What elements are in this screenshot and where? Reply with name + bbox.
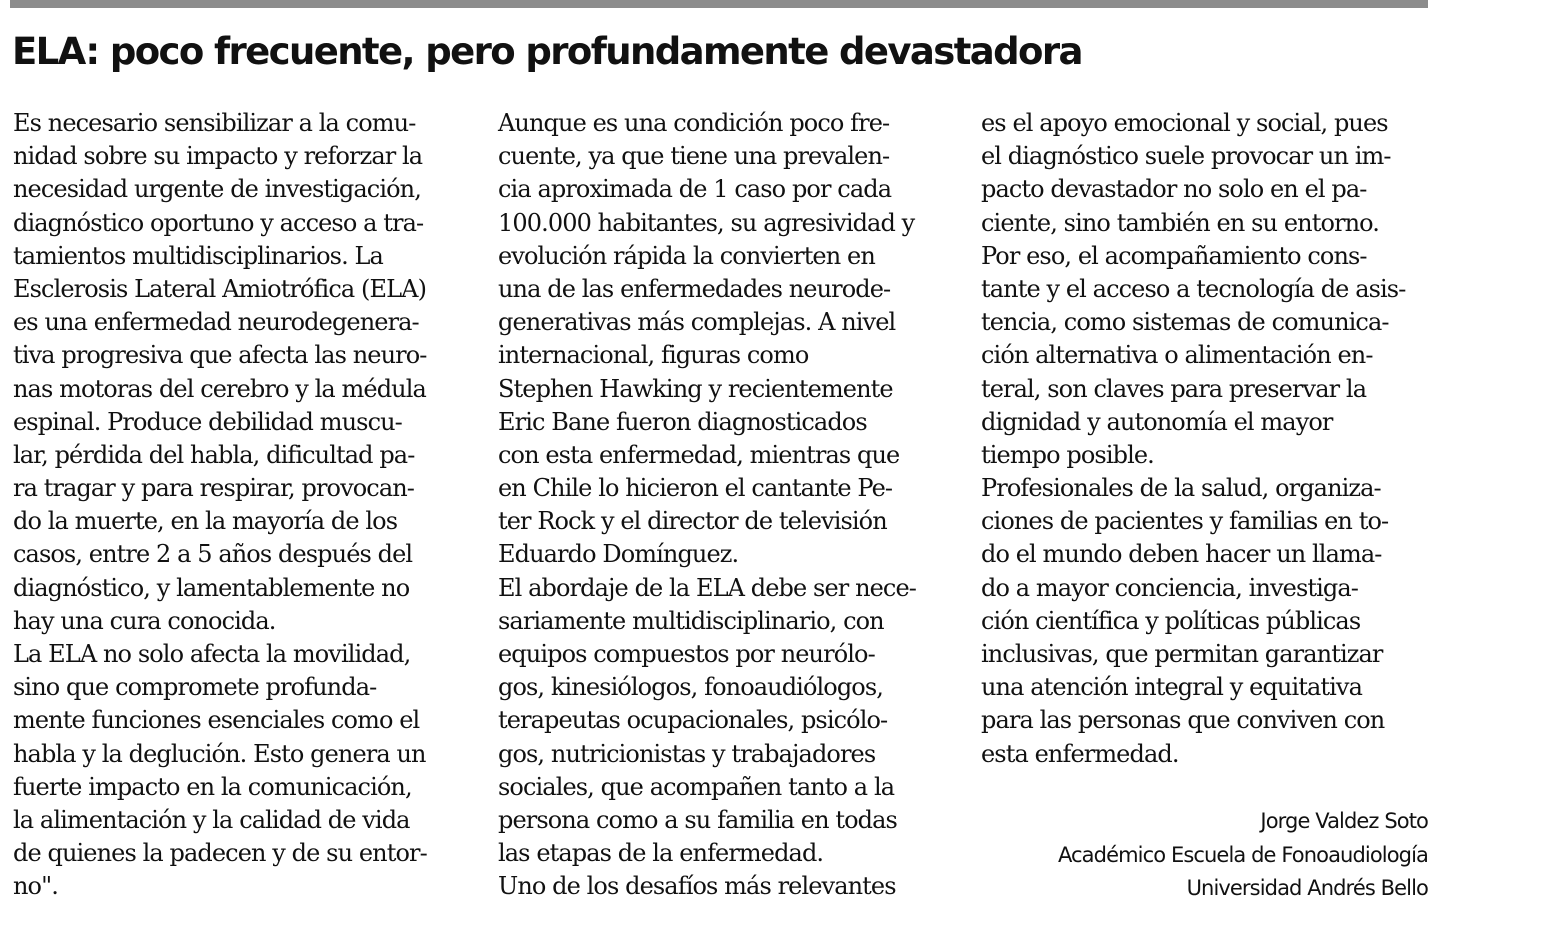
text-line: con esta enfermedad, mientras que (498, 440, 900, 469)
text-line: una atención integral y equitativa (981, 673, 1362, 702)
text-line: tante y el acceso a tecnología de asis- (981, 274, 1406, 303)
text-line: sariamente multidisciplinario, con (498, 606, 884, 635)
text-line: ción alternativa o alimentación en- (981, 341, 1373, 370)
text-line: equipos compuestos por neurólo- (498, 640, 875, 668)
text-line: la alimentación y la calidad de vida (13, 805, 410, 834)
text-line: tiva progresiva que afecta las neuro- (13, 341, 427, 370)
text-line: do el mundo deben hacer un llama- (981, 540, 1382, 569)
text-line: fuerte impacto en la comunicación, (13, 772, 412, 801)
text-line: evolución rápida la convierten en (498, 241, 875, 270)
text-line: Por eso, el acompañamiento cons- (981, 241, 1367, 270)
text-line: esta enfermedad. (981, 739, 1179, 768)
text-line: Eric Bane fueron diagnosticados (498, 407, 867, 436)
byline-institution: Universidad Andrés Bello (1186, 876, 1428, 900)
text-line: Esclerosis Lateral Amiotrófica (ELA) (13, 274, 427, 303)
text-line: do a mayor conciencia, investiga- (981, 573, 1358, 602)
text-line: pacto devastador no solo en el pa- (981, 175, 1367, 204)
text-line: La ELA no solo afecta la movilidad, (13, 640, 411, 668)
article-column-3 (981, 107, 1405, 771)
article-headline: ELA: poco frecuente, pero profundamente devastadora (12, 30, 1082, 73)
text-line: generativas más complejas. A nivel (498, 308, 896, 337)
text-line: nas motoras del cerebro y la médula (13, 374, 426, 403)
text-line: dignidad y autonomía el mayor (981, 407, 1333, 436)
text-line: tiempo posible. (981, 440, 1154, 469)
article-column-1 (13, 107, 427, 904)
text-line: una de las enfermedades neurode- (498, 274, 891, 303)
text-line: cuente, ya que tiene una prevalen- (498, 142, 890, 171)
text-line: Uno de los desafíos más relevantes (498, 872, 896, 901)
text-line: las etapas de la enfermedad. (498, 839, 824, 868)
text-line: es el apoyo emocional y social, pues (981, 109, 1388, 137)
text-line: 100.000 habitantes, su agresividad y (498, 208, 915, 237)
text-line: de quienes la padecen y de su entor- (13, 839, 427, 868)
text-line: terapeutas ocupacionales, psicólo- (498, 706, 888, 735)
byline-role: Académico Escuela de Fonoaudiología (1057, 842, 1428, 867)
article-column-2 (498, 107, 916, 904)
text-line: gos, kinesiólogos, fonoaudiólogos, (498, 673, 883, 702)
text-line: no". (13, 872, 58, 901)
text-line: lar, pérdida del habla, dificultad pa- (13, 440, 415, 469)
text-line: en Chile lo hicieron el cantante Pe- (498, 474, 893, 503)
text-line: mente funciones esenciales como el (13, 706, 420, 735)
text-line: do la muerte, en la mayoría de los (13, 507, 398, 536)
text-line: El abordaje de la ELA debe ser nece- (498, 573, 916, 602)
byline (1058, 805, 1428, 906)
text-line: inclusivas, que permitan garantizar (981, 640, 1383, 668)
text-line: habla y la deglución. Esto genera un (13, 739, 426, 768)
text-line: ciente, sino también en su entorno. (981, 208, 1379, 237)
text-line: ción científica y políticas públicas (981, 606, 1361, 635)
text-line: nidad sobre su impacto y reforzar la (13, 142, 423, 171)
text-line: teral, son claves para preservar la (981, 374, 1367, 403)
text-line: para las personas que conviven con (981, 706, 1385, 735)
text-line: sociales, que acompañen tanto a la (498, 772, 895, 801)
text-line: ciones de pacientes y familias en to- (981, 507, 1389, 536)
top-rule (10, 0, 1428, 8)
text-line: sino que compromete profunda- (13, 673, 377, 702)
text-line: ter Rock y el director de televisión (498, 507, 887, 536)
text-line: diagnóstico, y lamentablemente no (13, 573, 410, 602)
text-line: ra tragar y para respirar, provocan- (13, 474, 414, 503)
text-line: persona como a su familia en todas (498, 805, 897, 834)
text-line: el diagnóstico suele provocar un im- (981, 142, 1391, 171)
text-line: hay una cura conocida. (13, 606, 276, 635)
text-line: tamientos multidisciplinarios. La (13, 241, 383, 270)
text-line: Eduardo Domínguez. (498, 540, 739, 569)
text-line: Es necesario sensibilizar a la comu- (13, 109, 416, 137)
text-line: cia aproximada de 1 caso por cada (498, 175, 892, 204)
text-line: casos, entre 2 a 5 años después del (13, 540, 413, 569)
text-line: diagnóstico oportuno y acceso a tra- (13, 208, 424, 237)
text-line: necesidad urgente de investigación, (13, 175, 421, 204)
text-line: espinal. Produce debilidad muscu- (13, 407, 402, 436)
text-line: tencia, como sistemas de comunica- (981, 308, 1389, 337)
byline-author: Jorge Valdez Soto (1260, 809, 1428, 833)
text-line: es una enfermedad neurodegenera- (13, 308, 419, 337)
text-line: internacional, figuras como (498, 341, 809, 370)
text-line: Stephen Hawking y recientemente (498, 374, 893, 403)
text-line: gos, nutricionistas y trabajadores (498, 739, 876, 768)
text-line: Aunque es una condición poco fre- (498, 109, 890, 137)
text-line: Profesionales de la salud, organiza- (981, 474, 1381, 503)
